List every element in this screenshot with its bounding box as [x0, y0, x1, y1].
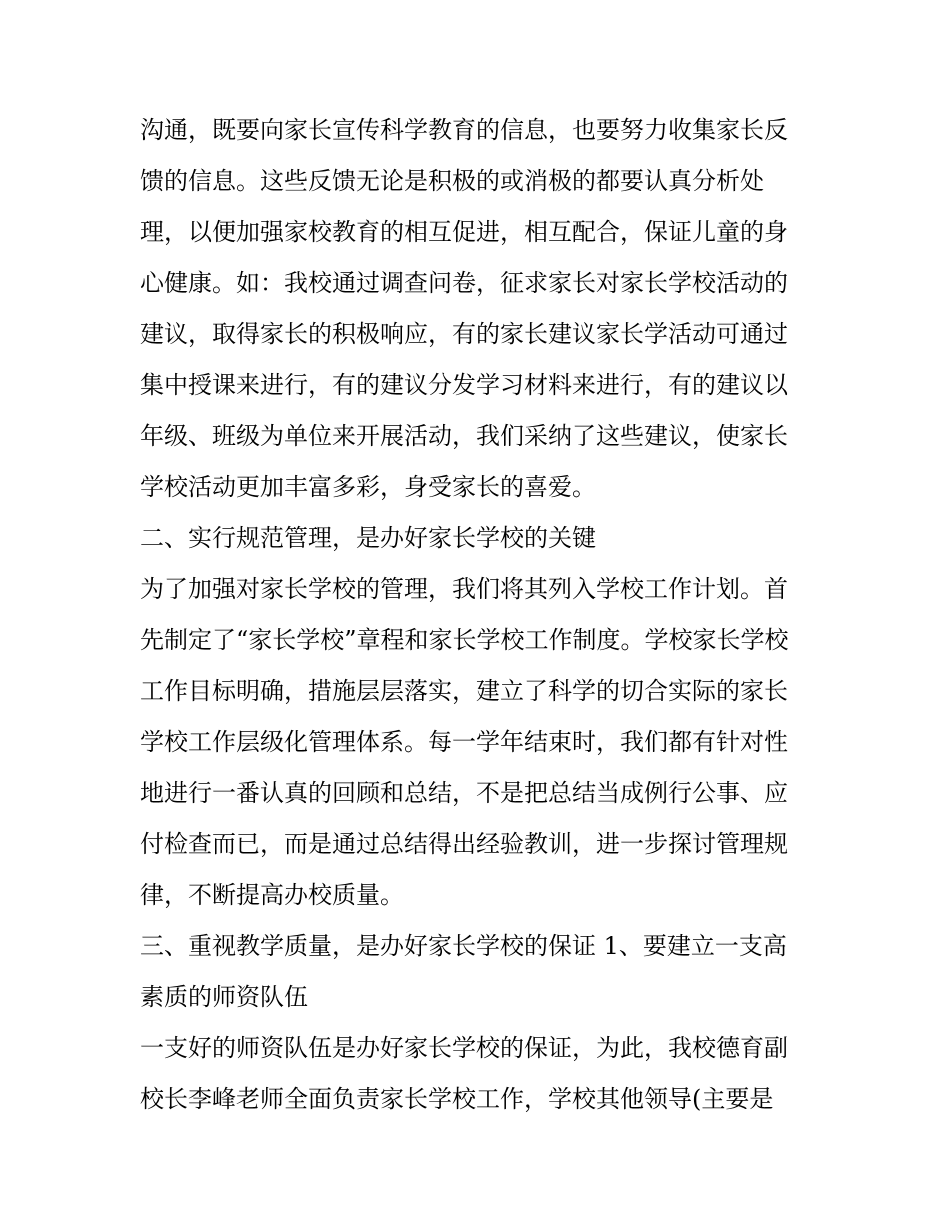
text-line: 理，以便加强家校教育的相互促进，相互配合，保证儿童的身	[140, 218, 788, 246]
text-line: 集中授课来进行，有的建议分发学习材料来进行，有的建议以	[140, 371, 788, 399]
text-line: 工作目标明确，措施层层落实，建立了科学的切合实际的家长	[140, 677, 788, 705]
text-line: 付检查而已，而是通过总结得出经验教训，进一步探讨管理规	[140, 830, 788, 858]
text-line: 先制定了“家长学校”章程和家长学校工作制度。学校家长学校	[140, 626, 789, 654]
section-heading: 素质的师资队伍	[140, 983, 308, 1011]
text-line: 校长李峰老师全面负责家长学校工作，学校其他领导(主要是	[140, 1085, 774, 1113]
section-heading: 三、重视教学质量，是办好家长学校的保证 1、要建立一支高	[140, 932, 787, 960]
text-line: 建议，取得家长的积极响应，有的家长建议家长学活动可通过	[140, 320, 788, 348]
text-line: 学校工作层级化管理体系。每一学年结束时，我们都有针对性	[140, 728, 788, 756]
text-line: 一支好的师资队伍是办好家长学校的保证，为此，我校德育副	[140, 1034, 788, 1062]
text-line: 学校活动更加丰富多彩，身受家长的喜爱。	[140, 473, 596, 501]
section-heading: 二、实行规范管理，是办好家长学校的关键	[140, 524, 596, 552]
text-line: 沟通，既要向家长宣传科学教育的信息，也要努力收集家长反	[140, 116, 788, 144]
text-line: 律，不断提高办校质量。	[140, 881, 404, 909]
text-line: 年级、班级为单位来开展活动，我们采纳了这些建议，使家长	[140, 422, 788, 450]
document-body	[140, 105, 820, 1125]
text-line: 心健康。如：我校通过调查问卷，征求家长对家长学校活动的	[140, 269, 788, 297]
text-line: 馈的信息。这些反馈无论是积极的或消极的都要认真分析处	[140, 167, 764, 195]
text-line: 为了加强对家长学校的管理，我们将其列入学校工作计划。首	[140, 575, 788, 603]
text-line: 地进行一番认真的回顾和总结，不是把总结当成例行公事、应	[140, 779, 788, 807]
